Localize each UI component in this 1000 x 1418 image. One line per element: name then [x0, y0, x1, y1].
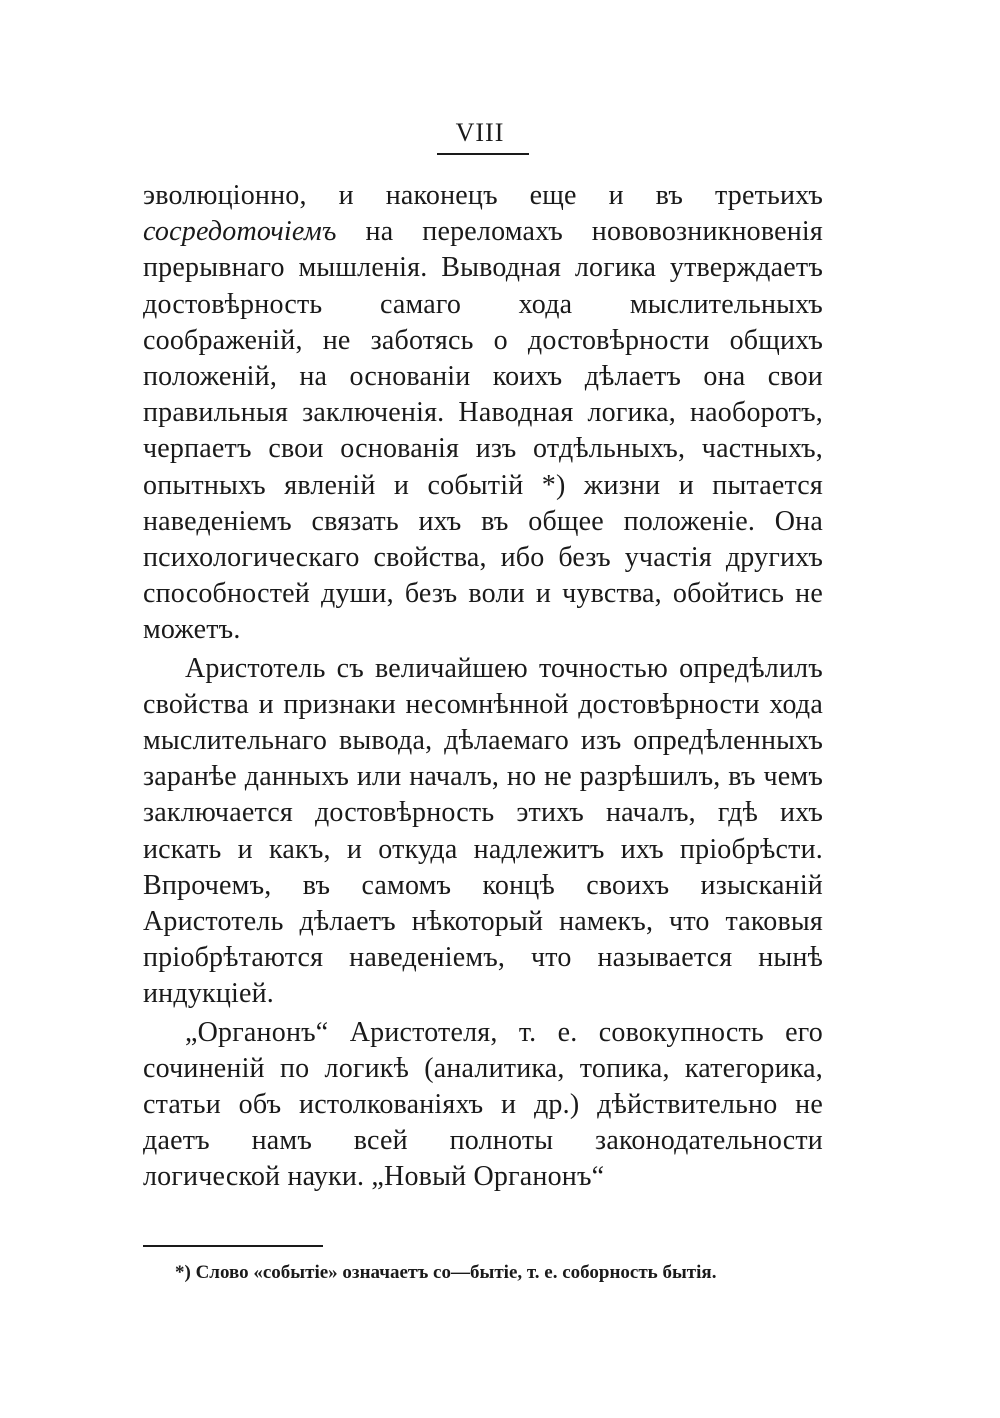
header-rule — [437, 153, 529, 155]
paragraph-2: Аристотель съ величайшею точностью опредѣлилъ свойства и признаки несомнѣнной достовѣрности хода мыслительнаго вывода, дѣлаемаго изъ опредѣленныхъ заранѣе данныхъ или началъ, но не разрѣшилъ, въ чемъ заключается достовѣрность этихъ началъ, гдѣ ихъ искать и какъ, и откуда надлежитъ ихъ пріобрѣсти. Впрочемъ, въ самомъ концѣ своихъ изысканій Аристотель дѣлаетъ нѣкоторый намекъ, что таковыя пріобрѣтаются наведеніемъ, что называется нынѣ индукціей. — [143, 652, 823, 1010]
footnote-rule — [143, 1245, 323, 1247]
paragraph-1 — [143, 178, 823, 649]
paragraph-1-start: эволюціонно, и наконецъ еще и въ третьихъ — [143, 180, 823, 211]
paragraph-3: „Органонъ“ Аристотеля, т. е. совокупность его сочиненій по логикѣ (аналитика, топика, категорика, статьи объ истолкованіяхъ и др.) дѣйствительно не даетъ намъ всей полноты законодательности логической науки. „Новый Органонъ“ — [143, 1016, 823, 1193]
body-text — [143, 178, 823, 1196]
paragraph-1-emphasis: сосредоточіемъ — [143, 216, 337, 248]
paragraph-1-rest: на переломахъ нововозникновенія прерывнаго мышленія. Выводная логика утверждаетъ достовѣрность самаго хода мыслительныхъ соображеній, не заботясь о достовѣрности общихъ положеній, на основаніи коихъ дѣлаетъ она свои правильныя заключенія. Наводная логика, наоборотъ, черпаетъ свои основанія изъ отдѣльныхъ, частныхъ, опытныхъ явленій и событій *) жизни и пытается наведеніемъ связать ихъ въ общее положеніе. Она психологическаго свойства, ибо безъ участія другихъ способностей души, безъ воли и чувства, обойтись не можетъ. — [143, 216, 823, 646]
page-number: VIII — [455, 118, 505, 147]
footnote: *) Слово «событіе» означаетъ со—бытіе, т. е. соборность бытія. — [175, 1262, 717, 1283]
